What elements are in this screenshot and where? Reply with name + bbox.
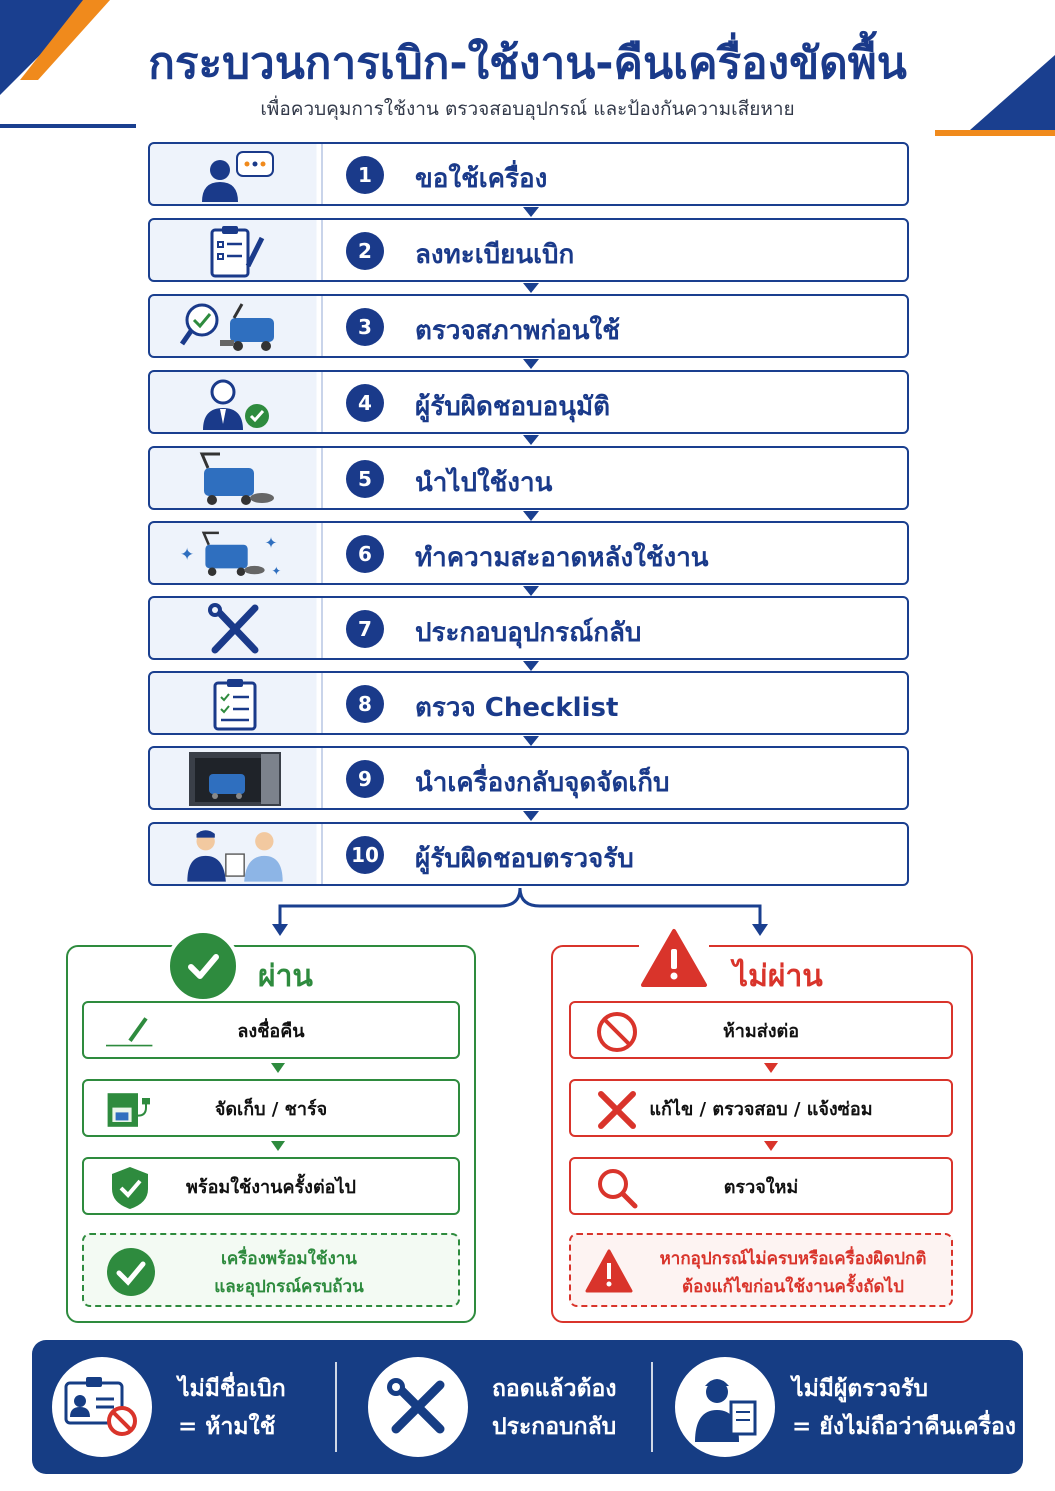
person-speech-icon [180,148,290,202]
step-number: 10 [346,836,384,874]
step-number: 8 [346,685,384,723]
step-1 [148,142,909,206]
fail-note-line: หากอุปกรณ์ไม่ครบหรือเครื่องผิดปกติ [659,1249,927,1269]
wrench-screwdriver-icon [180,602,290,656]
pass-title: ผ่าน [258,959,313,994]
flow-arrow [523,283,539,293]
pass-step-ready [82,1157,460,1215]
flow-arrow [764,1141,778,1151]
step-label: ตรวจสภาพก่อนใช้ [415,316,620,346]
step-5 [148,446,909,510]
pass-note-line: และอุปกรณ์ครบถ้วน [214,1277,364,1297]
fail-panel [551,945,973,1323]
pass-step-label: พร้อมใช้งานครั้งต่อไป [186,1177,356,1198]
flow-arrow [523,207,539,217]
flow-arrow [523,435,539,445]
fail-title: ไม่ผ่าน [733,959,823,994]
sparkling-machine-icon [180,527,290,581]
footer-rule-line: = ห้ามใช้ [178,1414,276,1440]
rules-footer [32,1340,1023,1474]
pass-step-sign [82,1001,460,1059]
checklist-icon [180,677,290,731]
pass-note [82,1233,460,1307]
step-label: ลงทะเบียนเบิก [415,240,575,270]
warning-icon [639,927,709,991]
wrench-screwdriver-icon [368,1357,468,1457]
step-label: ขอใช้เครื่อง [415,164,548,194]
pass-step-store [82,1079,460,1137]
corner-decoration [935,130,1055,136]
step-number: 3 [346,308,384,346]
step-label: นำไปใช้งาน [415,468,553,498]
flow-arrow [271,1063,285,1073]
storage-cabinet-icon [180,752,290,806]
pass-note-line: เครื่องพร้อมใช้งาน [221,1249,357,1269]
inspector-clipboard-icon [675,1357,775,1457]
flow-arrow [523,661,539,671]
fail-step-label: ห้ามส่งต่อ [722,1021,800,1042]
step-number: 7 [346,610,384,648]
flow-arrow [271,1141,285,1151]
step-10 [148,822,909,886]
step-label: ผู้รับผิดชอบอนุมัติ [415,392,610,422]
step-3 [148,294,909,358]
step-number: 1 [346,156,384,194]
step-number: 6 [346,535,384,573]
footer-divider [651,1362,653,1452]
pass-step-label: จัดเก็บ / ชาร์จ [214,1099,328,1120]
step-label: ตรวจ Checklist [415,693,619,723]
page-subtitle: เพื่อควบคุมการใช้งาน ตรวจสอบอุปกรณ์ และป้องกันความเสียหาย [260,98,795,120]
corner-decoration [0,124,136,128]
flow-arrow [764,1063,778,1073]
svg-text:✦: ✦ [180,543,195,564]
fail-step-recheck [569,1157,953,1215]
flow-arrow [523,359,539,369]
manager-approve-icon [180,376,290,430]
step-number: 4 [346,384,384,422]
flow-arrow [523,511,539,521]
step-number: 9 [346,760,384,798]
pass-panel [66,945,476,1323]
step-6 [148,521,909,585]
step-4 [148,370,909,434]
fail-step-label: ตรวจใหม่ [723,1177,799,1198]
footer-rule-line: ถอดแล้วต้อง [492,1376,617,1402]
step-number: 5 [346,460,384,498]
check-circle-icon [106,1247,156,1301]
svg-text:✦: ✦ [271,564,282,579]
fail-step-block [569,1001,953,1059]
step-8 [148,671,909,735]
fail-step-repair [569,1079,953,1137]
step-9 [148,746,909,810]
step-label: ประกอบอุปกรณ์กลับ [415,618,642,648]
check-circle-icon [166,929,240,1003]
flow-arrow [523,811,539,821]
footer-rule-line: = ยังไม่ถือว่าคืนเครื่อง [792,1414,1017,1440]
handover-icon [180,828,290,882]
clipboard-pen-icon [180,224,290,278]
fail-note [569,1233,953,1307]
warning-icon [585,1249,633,1297]
step-label: นำเครื่องกลับจุดจัดเก็บ [415,768,670,798]
step-7 [148,596,909,660]
pass-step-label: ลงชื่อคืน [237,1021,305,1042]
footer-rule-line: ไม่มีชื่อเบิก [178,1376,286,1402]
flow-arrow [523,736,539,746]
footer-divider [335,1362,337,1452]
flow-arrow [523,586,539,596]
floor-scrubber-icon [180,452,290,506]
footer-rule-line: ประกอบกลับ [492,1414,617,1440]
page-title: กระบวนการเบิก-ใช้งาน-คืนเครื่องขัดพื้น [148,38,907,89]
footer-rule-line: ไม่มีผู้ตรวจรับ [792,1376,929,1402]
id-card-prohibited-icon [52,1357,152,1457]
step-2 [148,218,909,282]
fail-note-line: ต้องแก้ไขก่อนใช้งานครั้งถัดไป [682,1277,904,1297]
svg-text:✦: ✦ [264,534,278,553]
fail-step-label: แก้ไข / ตรวจสอบ / แจ้งซ่อม [649,1099,873,1120]
step-number: 2 [346,232,384,270]
step-label: ทำความสะอาดหลังใช้งาน [415,543,709,573]
magnifier-machine-icon [180,300,290,354]
step-label: ผู้รับผิดชอบตรวจรับ [415,844,634,874]
